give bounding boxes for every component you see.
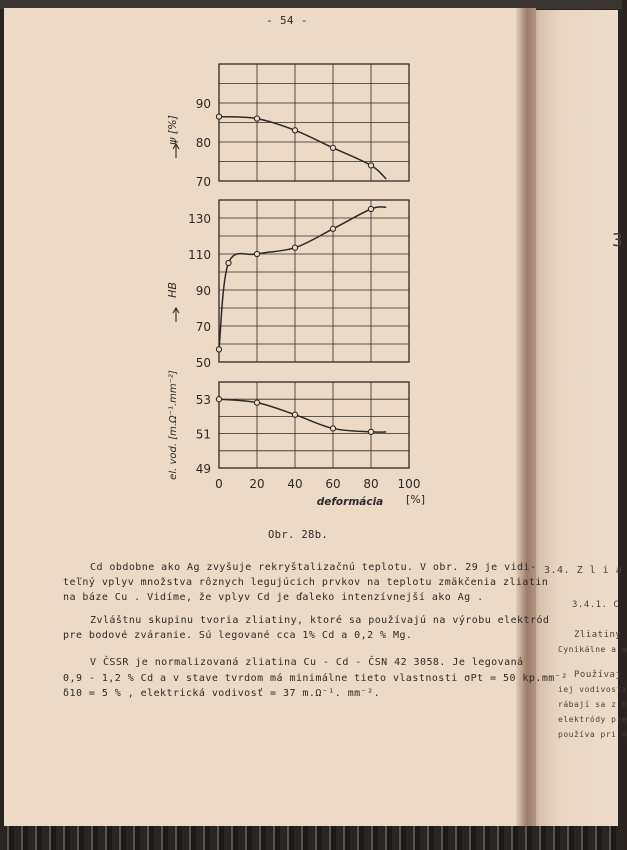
data-point [292,245,297,250]
x-axis-label: deformácia [316,496,384,508]
right-page-text: 3.4. Z l i a [544,565,623,576]
chart-frame [219,200,409,362]
y-tick-label: 90 [195,284,211,298]
right-page-text: Zliatiny [574,630,622,640]
series-line [219,117,386,179]
data-point [254,400,259,405]
y-tick-label: 50 [195,356,211,370]
y-tick-label: 80 [195,136,211,150]
data-point [368,206,373,211]
right-page-text: 3 [612,230,624,251]
x-tick-label: 60 [325,477,341,491]
y-tick-label: 130 [188,212,211,226]
data-point [292,412,297,417]
y-axis-label: ψ [%] [166,115,179,145]
y-tick-label: 110 [188,248,211,262]
data-point [368,163,373,168]
series-line [219,207,386,350]
x-tick-label: 0 [215,477,223,491]
text-line: Zvláštnu skupinu tvoria zliatiny, ktoré sa používajú na výrobu elektród [90,615,550,626]
x-axis-unit: [%] [406,493,426,506]
figure-caption: Obr. 28b. [268,529,329,541]
x-tick-label: 80 [363,477,379,491]
right-page-text: 3.4.1. C [572,600,620,610]
chart-frame [219,382,409,468]
text-line: Cd obdobne ako Ag zvyšuje rekryštalizačnú teplotu. V obr. 29 je vidi- [90,562,537,573]
arrow-icon [173,144,179,158]
x-tick-label: 40 [287,477,303,491]
text-line: pre bodové zváranie. Sú legované cca 1% Cd a 0,2 % Mg. [63,630,413,641]
data-point [254,116,259,121]
y-tick-label: 53 [195,393,211,408]
y-axis-label: el. vod. [m.Ω⁻¹.mm⁻²] [168,370,179,480]
data-point [254,251,259,256]
right-page-text: rábají sa z n [558,700,627,709]
data-point [330,426,335,431]
y-tick-label: 51 [195,427,211,442]
data-point [226,260,231,265]
page-number: - 54 - [266,14,308,27]
right-page-text: elektródy pre [558,715,627,724]
x-tick-label: 100 [397,477,421,491]
data-point [368,429,373,434]
data-point [216,114,221,119]
text-line: V ČSSR je normalizovaná zliatina Cu - Cd - ČSN 42 3058. Je legovaná [90,657,524,668]
x-tick-label: 20 [249,477,265,491]
right-page-text: iej vodivosti [558,685,627,694]
text-line: teľný vplyv množstva rôznych legujúcich prvkov na teplotu zmäkčenia zliatin [63,577,549,588]
arrow-icon [173,308,179,322]
data-point [330,226,335,231]
data-point [292,128,297,133]
y-tick-label: 70 [195,320,211,334]
data-point [330,145,335,150]
data-point [216,397,221,402]
data-point [216,347,221,352]
right-page-text: Používaj [574,670,622,680]
right-page-text: používa pri v [558,730,627,739]
scan-bottom-edge [0,826,622,850]
right-page-text: Cynikálne a m [558,645,627,654]
series-line [219,399,386,432]
y-axis-label: HB [166,282,179,298]
text-line: δ10 = 5 % , elektrická vodivosť = 37 m.Ω⁻¹. mm⁻². [63,688,381,699]
text-line: 0,9 - 1,2 % Cd a v stave tvrdom má minimálne tieto vlastnosti σPt = 50 kp.mm⁻² [63,673,568,684]
text-line: na báze Cu . Vidíme, že vplyv Cd je ďaleko intenzívnejší ako Ag . [63,592,484,603]
y-tick-label: 49 [195,462,211,476]
y-tick-label: 70 [195,175,211,189]
y-tick-label: 90 [195,97,211,111]
